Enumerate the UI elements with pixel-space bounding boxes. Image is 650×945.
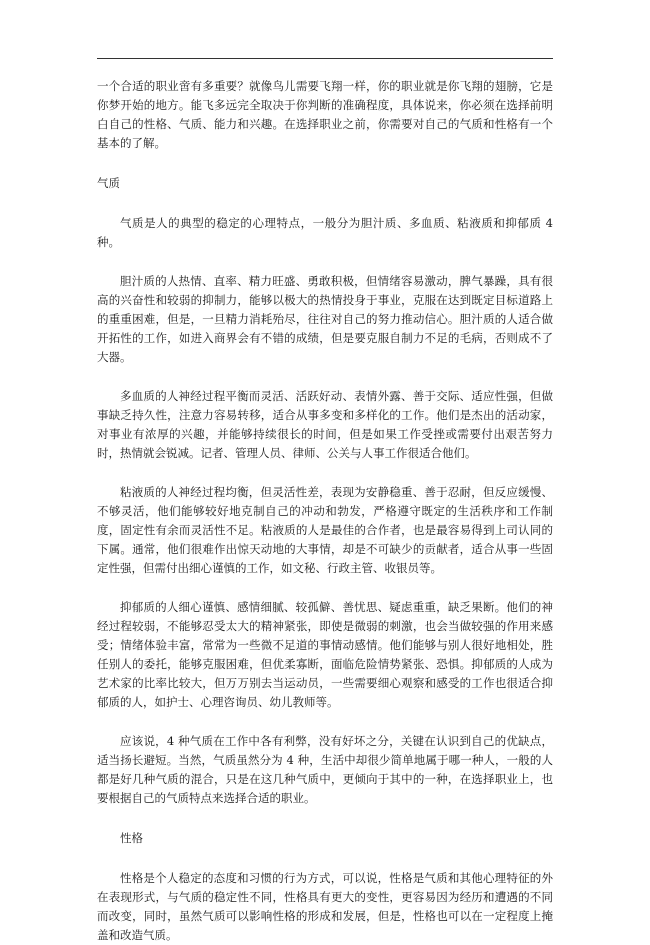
spacer <box>97 153 553 174</box>
temperament-paragraph: 粘液质的人神经过程均衡，但灵活性差，表现为安静稳重、善于忍耐，但反应缓慢、不够灵活，他们能够较好地克制自己的冲动和勃发，严格遵守既定的生活秩序和工作制度，固定性有余而灵活性不足。粘液质的人是最佳的合作者，也是最容易得到上司认同的下属。通常，他们很难作出惊天动地的大事情，却是不可缺少的贡献者，适合从事一些固定性强，但需付出细心谨慎的工作，如文秘、行政主管、收银员等。 <box>97 485 553 575</box>
header-rule <box>97 58 553 59</box>
spacer <box>97 848 553 869</box>
temperament-paragraph: 应该说，4 种气质在工作中各有利弊，没有好坏之分，关键在认识到自己的优缺点，适当扬长避短。当然，气质虽然分为 4 种，生活中却很少简单地属于哪一种人，一般的人都是好几种气质的混合，只是在这几种气质中，更倾向于其中的一种，在选择职业上，也要根据自己的气质特点来选择合适的职业。 <box>97 734 553 805</box>
temperament-paragraph: 气质是人的典型的稳定的心理特点，一般分为胆汁质、多血质、粘液质和抑郁质 4 种。 <box>97 216 553 249</box>
temperament-paragraph: 抑郁质的人细心谨慎、感情细腻、较孤僻、善忧思、疑虑重重，缺乏果断。他们的神经过程较弱，不能够忍受太大的精神紧张，即使是微弱的刺激，也会当做较强的作用来感受；情绪体验丰富，常常为一些微不足道的事情动感情。他们能够与别人很好地相处，胜任别人的委托，能够克服困难，但优柔寡断，面临危险情势紧张、恐惧。抑郁质的人成为艺术家的比率比较大，但万万别去当运动员，一些需要细心观察和感受的工作也很适合抑郁质的人，如护士、心理咨询员、幼儿教师等。 <box>97 600 553 709</box>
personality-paragraph: 性格是个人稳定的态度和习惯的行为方式，可以说，性格是气质和其他心理特征的外在表现形式，与气质的稳定性不同，性格具有更大的变性，更容易因为经历和遭遇的不同而改变，同时，虽然气质可以影响性格的形成和发展，但是，性格也可以在一定程度上掩盖和改造气质。 <box>97 871 553 942</box>
spacer <box>97 712 553 732</box>
spacer <box>97 808 553 829</box>
spacer <box>97 367 553 387</box>
spacer <box>97 252 553 272</box>
section-heading-temperament: 气质 <box>97 176 120 190</box>
temperament-paragraph: 多血质的人神经过程平衡而灵活、活跃好动、表情外露、善于交际、适应性强，但做事缺乏持久性，注意力容易转移，适合从事多变和多样化的工作。他们是杰出的活动家，对事业有浓厚的兴趣，并能够持续很长的时间，但是如果工作受挫或需要付出艰苦努力时，热情就会锐减。记者、管理人员、律师、公关与人事工作很适合他们。 <box>97 389 553 460</box>
spacer <box>97 463 553 483</box>
spacer <box>97 578 553 598</box>
spacer <box>97 193 553 214</box>
document-body <box>97 77 553 945</box>
temperament-paragraph: 胆汁质的人热情、直率、精力旺盛、勇敢积极，但情绪容易激动，脾气暴躁，具有很高的兴奋性和较弱的抑制力，能够以极大的热情投身于事业，克服在达到既定目标道路上的重重困难，但是，一旦精力消耗殆尽，往往对自己的努力推动信心。胆汁质的人适合做开拓性的工作，如进入商界会有不错的成绩，但是要克服自制力不足的毛病，否则成不了大器。 <box>97 274 553 364</box>
section-heading-personality: 性格 <box>120 831 143 845</box>
intro-paragraph: 一个合适的职业啻有多重要？就像鸟儿需要飞翔一样，你的职业就是你飞翔的翅膀，它是你梦开始的地方。能飞多远完全取决于你判断的准确程度，具体说来，你必须在选择前明白自己的性格、气质、能力和兴趣。在选择职业之前，你需要对自己的气质和性格有一个基本的了解。 <box>97 79 553 150</box>
